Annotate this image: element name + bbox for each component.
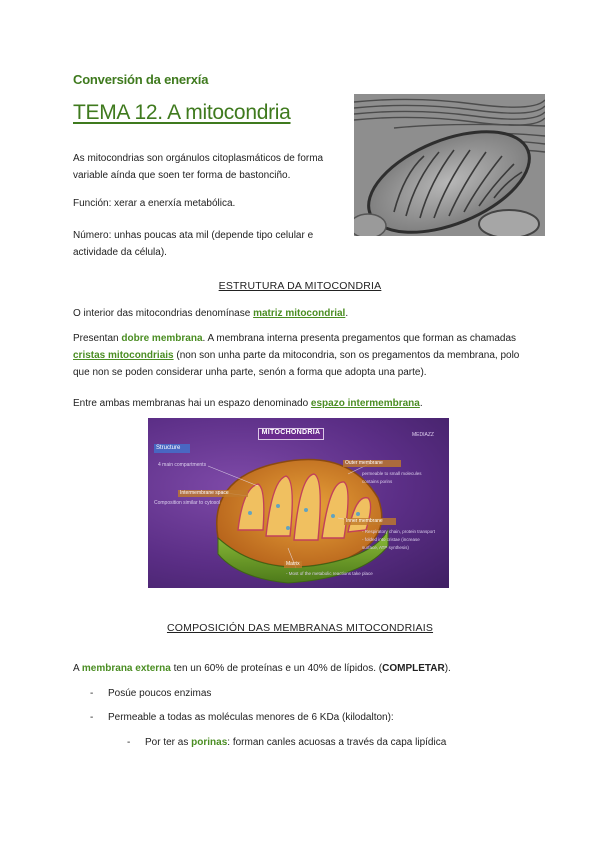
label-outer-desc bbox=[362, 470, 422, 486]
sub-bullet-1 bbox=[145, 734, 446, 751]
diagram-title: MITOCHONDRIA bbox=[261, 429, 321, 436]
label-intermembrane-desc: Composition similar to cytosol bbox=[154, 500, 221, 506]
term-espazo: espazo intermembrana bbox=[310, 398, 420, 409]
outer-desc-1: permeable to small molecules bbox=[362, 471, 422, 476]
topic-title: TEMA 12. A mitocondria bbox=[73, 101, 291, 124]
section-heading-composition: COMPOSICIÓN DAS MEMBRANAS MITOCONDRIAIS bbox=[166, 622, 434, 634]
intermembrane-post: . bbox=[419, 398, 423, 409]
label-inner: Inner membrane bbox=[346, 518, 383, 524]
term-matriz: matriz mitocondrial bbox=[253, 308, 346, 319]
number-line-2: actividade da célula). bbox=[73, 247, 167, 258]
bullet-1: Posúe poucos enzimas bbox=[108, 688, 212, 699]
label-structure: Structure bbox=[156, 445, 181, 451]
inner-desc-1: - Respiratory chain, protein transport bbox=[362, 529, 436, 534]
outer-membrane-paragraph bbox=[73, 660, 451, 677]
mitochondria-diagram bbox=[148, 418, 449, 588]
bullet-2: Permeable a todas as moléculas menores de 6 KDa (kilodalton): bbox=[108, 712, 394, 723]
mitochondria-micrograph bbox=[354, 94, 545, 236]
label-matrix-desc: - Most of the metabolic reactions take place bbox=[286, 571, 373, 576]
membrane-paragraph bbox=[73, 330, 543, 381]
porinas-pre: Por ter as bbox=[145, 737, 192, 748]
matrix-pre: O interior das mitocondrias denomínase bbox=[73, 308, 254, 319]
porinas-post: : forman canles acuosas a través da capa lipídica bbox=[227, 737, 447, 748]
inner-desc-3: surface, ATP synthesis) bbox=[362, 545, 409, 550]
bullet-2-dash: - bbox=[90, 712, 94, 723]
intro-line-2: variable aínda que soen ter forma de bastonciño. bbox=[73, 170, 291, 181]
term-membrana-externa: membrana externa bbox=[81, 663, 171, 674]
intermembrane-pre: Entre ambas membranas hai un espazo denominado bbox=[73, 398, 311, 409]
subject-title: Conversión da enerxía bbox=[73, 72, 209, 87]
intermembrane-paragraph bbox=[73, 395, 423, 412]
label-intermembrane: Intermembrane space bbox=[180, 490, 229, 496]
membrane-mid: . A membrana interna presenta pregamentos que forman as chamadas bbox=[202, 333, 517, 344]
matrix-post: . bbox=[345, 308, 349, 319]
number-line-1: Número: unhas poucas ata mil (depende tipo celular e bbox=[73, 230, 314, 241]
outer-pre: A bbox=[73, 663, 82, 674]
label-inner-desc bbox=[362, 528, 435, 552]
completar-note: COMPLETAR bbox=[382, 663, 445, 674]
diagram-brand: MEDIAZZ bbox=[412, 432, 434, 438]
label-matrix: Matrix bbox=[286, 561, 300, 567]
section-heading-structure: ESTRUTURA DA MITOCONDRIA bbox=[218, 280, 382, 292]
function-text: Función: xerar a enerxía metabólica. bbox=[73, 198, 236, 209]
term-dobre-membrana: dobre membrana bbox=[121, 333, 203, 344]
intro-paragraph bbox=[73, 150, 323, 184]
label-compartments: 4 main compartments bbox=[158, 462, 207, 468]
membrane-pre: Presentan bbox=[73, 333, 122, 344]
term-cristas: cristas mitocondriais bbox=[73, 350, 174, 361]
sub-bullet-dash: - bbox=[127, 737, 131, 748]
outer-post: ). bbox=[444, 663, 451, 674]
membrane-rest-1: (non son unha parte da mitocondria, son os pregamentos da membrana, polo bbox=[173, 350, 520, 361]
label-outer: Outer membrane bbox=[345, 460, 383, 466]
matrix-paragraph bbox=[73, 305, 348, 322]
inner-desc-2: - folded into cristae (increase bbox=[362, 537, 420, 542]
number-paragraph bbox=[73, 227, 313, 261]
bullet-1-dash: - bbox=[90, 688, 94, 699]
intro-line-1: As mitocondrias son orgánulos citoplasmáticos de forma bbox=[73, 153, 324, 164]
outer-desc-2: contains porins bbox=[362, 479, 393, 484]
membrane-rest-2: que non se poden considerar unha parte, senón a forma que adopta una parte). bbox=[73, 367, 427, 378]
term-porinas: porinas bbox=[191, 737, 228, 748]
outer-mid: ten un 60% de proteínas e un 40% de lípidos. ( bbox=[170, 663, 383, 674]
